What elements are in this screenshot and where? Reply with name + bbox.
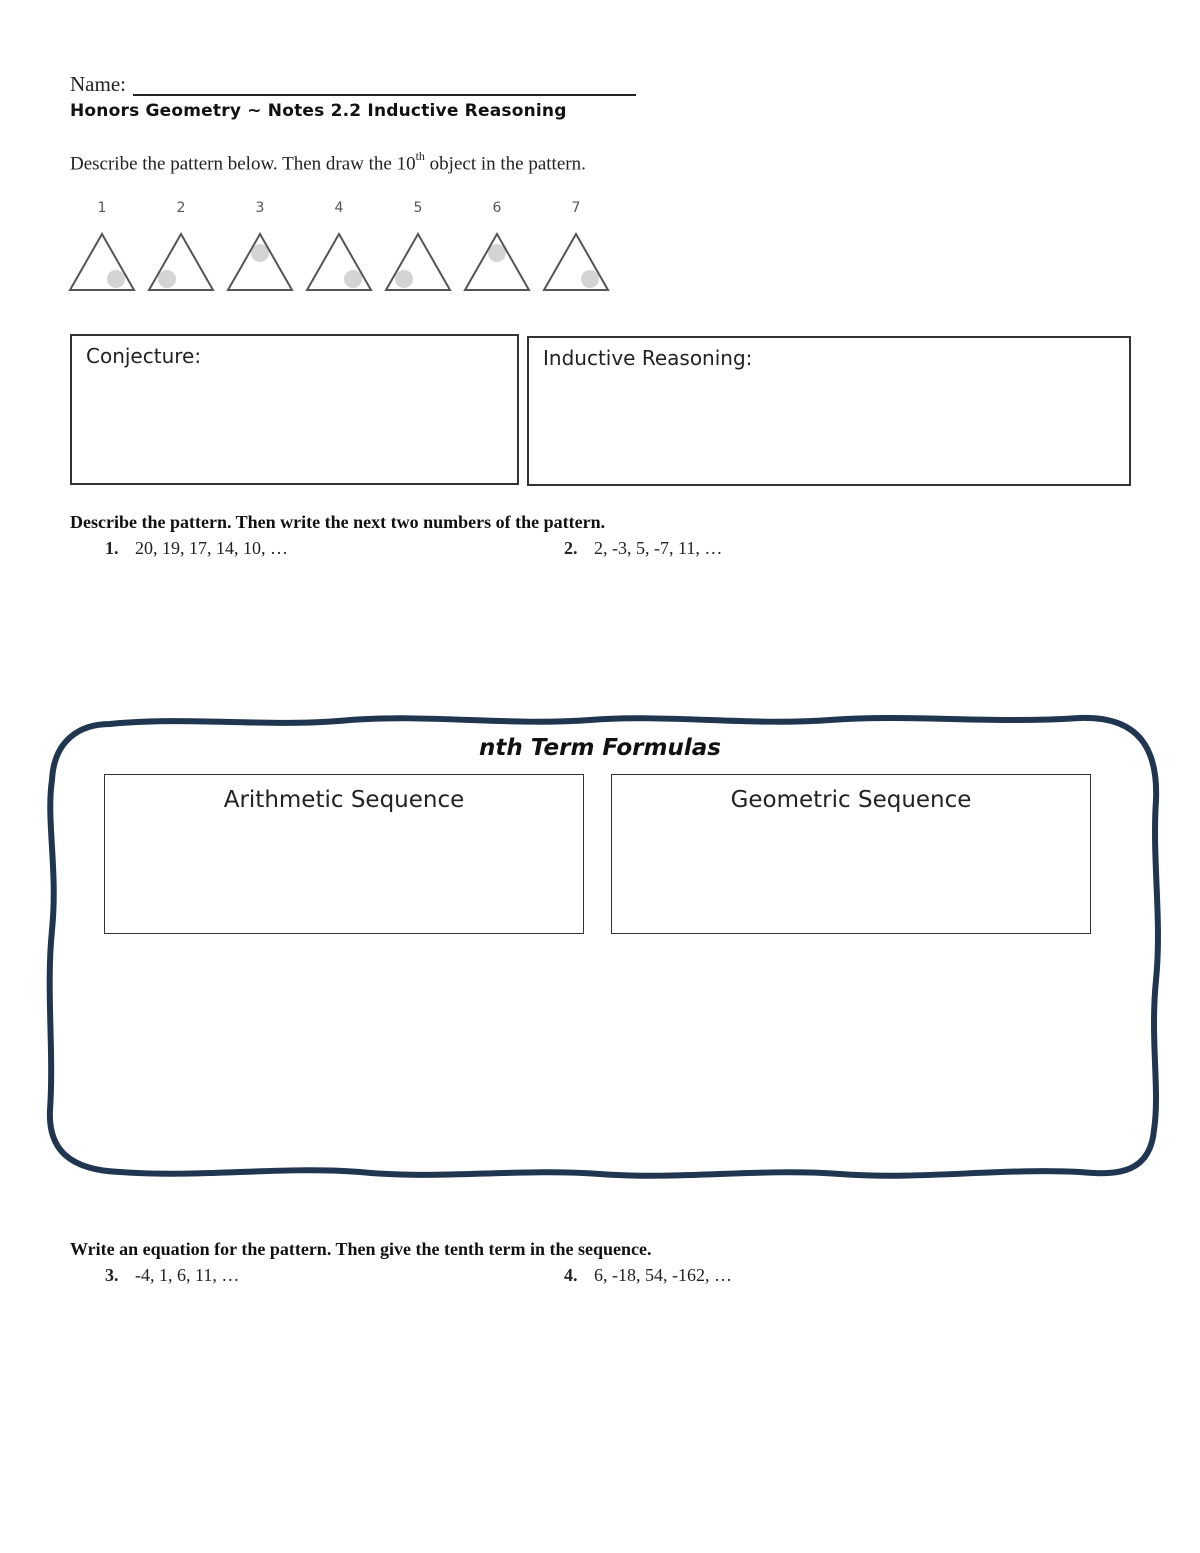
next-numbers-heading: Describe the pattern. Then write the next two numbers of the pattern. (70, 512, 606, 532)
pattern-dot (395, 270, 413, 288)
name-underline (133, 94, 636, 96)
pattern-figure-label: 1 (97, 200, 107, 216)
geometric-sequence-box[interactable] (611, 774, 1091, 934)
arithmetic-sequence-label: Arithmetic Sequence (223, 787, 465, 813)
name-label: Name: (70, 72, 126, 96)
problem-3-number: 3. (105, 1265, 119, 1285)
pattern-dot (581, 270, 599, 288)
instruction-prefix: Describe the pattern below. Then draw the 10 (70, 153, 416, 175)
pattern-figure-label: 4 (334, 200, 344, 216)
pattern-figure-label: 6 (492, 200, 502, 216)
pattern-dot (107, 270, 125, 288)
inductive-reasoning-label: Inductive Reasoning: (543, 346, 753, 370)
page-title: Honors Geometry ~ Notes 2.2 Inductive Reasoning (70, 101, 567, 121)
problem-4 (564, 1265, 732, 1286)
problem-2-number: 2. (564, 538, 578, 558)
inductive-reasoning-box[interactable] (527, 336, 1131, 486)
pattern-figure-4 (307, 200, 371, 290)
pattern-figure-label: 5 (413, 200, 423, 216)
pattern-figure-3 (228, 200, 292, 290)
conjecture-box[interactable] (70, 334, 519, 485)
formulas-title: nth Term Formulas (479, 735, 721, 761)
problem-1 (105, 538, 288, 559)
problem-1-number: 1. (105, 538, 119, 558)
problem-3 (105, 1265, 239, 1286)
triangle-pattern-svg (68, 196, 613, 296)
pattern-figure-label: 3 (255, 200, 265, 216)
geometric-sequence-label: Geometric Sequence (730, 787, 972, 813)
pattern-figure-label: 7 (571, 200, 581, 216)
arithmetic-sequence-box[interactable] (104, 774, 584, 934)
pattern-dot (158, 270, 176, 288)
problem-4-sequence: 6, -18, 54, -162, … (594, 1265, 732, 1285)
problem-2-sequence: 2, -3, 5, -7, 11, … (594, 538, 723, 558)
instruction-sup: th (415, 149, 425, 163)
pattern-dot (344, 270, 362, 288)
problem-4-number: 4. (564, 1265, 578, 1285)
instruction-suffix: object in the pattern. (424, 153, 586, 175)
problem-2 (564, 538, 722, 559)
pattern-instruction (70, 151, 586, 175)
conjecture-label: Conjecture: (86, 344, 202, 368)
pattern-figure-5 (386, 200, 450, 290)
pattern-figure-label: 2 (176, 200, 186, 216)
pattern-figure-7 (544, 200, 608, 290)
problem-1-sequence: 20, 19, 17, 14, 10, … (135, 538, 288, 558)
equations-heading: Write an equation for the pattern. Then give the tenth term in the sequence. (70, 1239, 652, 1259)
pattern-figure-2 (149, 200, 213, 290)
pattern-figure-6 (465, 200, 529, 290)
problem-3-sequence: -4, 1, 6, 11, … (135, 1265, 240, 1285)
triangle-pattern (68, 196, 613, 296)
pattern-figure-1 (70, 200, 134, 290)
name-field[interactable] (70, 72, 636, 98)
